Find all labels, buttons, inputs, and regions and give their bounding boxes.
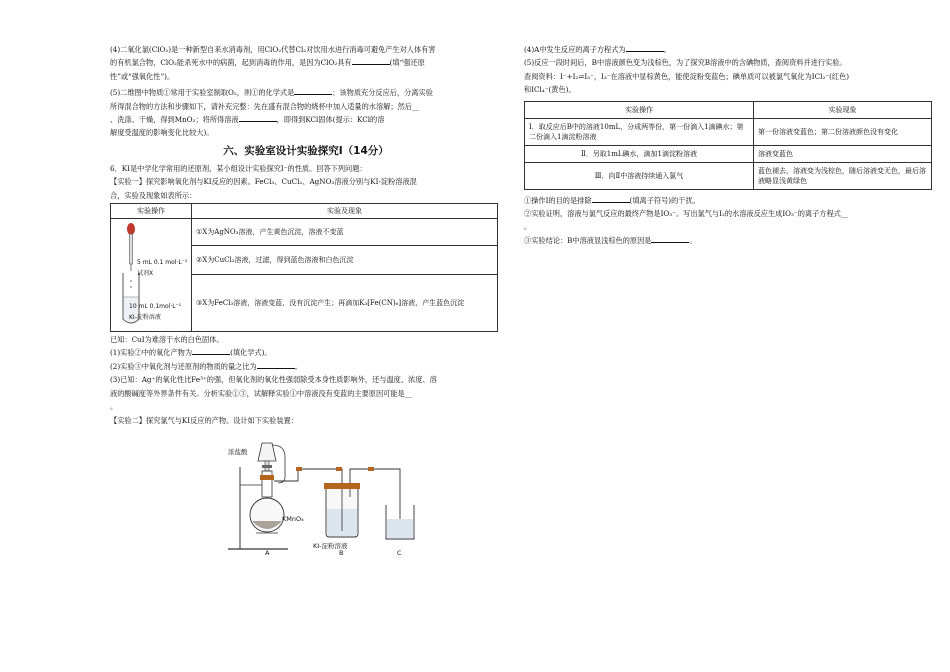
table1-row: ①X为AgNO₃溶液，产生黄色沉淀，溶液不变蓝 xyxy=(192,219,498,246)
table1-header-phen: 实验及现象 xyxy=(192,204,498,219)
q4-line2: 的有机氯合物，ClO₂能杀死水中的病菌，起到消毒的作用，是因为ClO₂具有 (填“强还原 xyxy=(110,58,425,68)
q3-line2: 液的酸碱度等外界条件有关。分析实验①③，试解释实验①中溶液没有变蓝的主要原因可能是__ xyxy=(110,388,412,398)
apparatus-figure xyxy=(110,427,502,557)
answer-blank[interactable] xyxy=(294,86,332,95)
q3-line3: 。 xyxy=(110,402,118,412)
s3: ③实验结论：B中溶液显浅棕色的原因是 。 xyxy=(524,235,697,245)
table2-op: Ⅱ．另取1mL碘水，滴加1滴淀粉溶液 xyxy=(525,145,754,162)
answer-blank[interactable] xyxy=(239,113,277,122)
experiment-table-1 xyxy=(110,203,498,332)
answer-blank[interactable] xyxy=(352,56,390,65)
answer-blank[interactable] xyxy=(192,346,230,355)
q4-ionic-equation: (4)A中发生反应的离子方程式为 。 xyxy=(524,45,671,54)
answer-blank[interactable] xyxy=(626,43,664,52)
table2-header-phen: 实验现象 xyxy=(754,101,932,118)
table1-row: ③X为FeCl₃溶液，溶液变蓝，没有沉淀产生；再滴加K₃[Fe(CN)₆]溶液，产生蓝色沉淀 xyxy=(192,274,498,332)
exp2-intro: 【实验二】探究氯气与KI反应的产物。设计如下实验装置： xyxy=(110,415,298,425)
q3-line1: (3)已知：Ag⁺的氧化性比Fe³⁺的强，但氧化剂的氧化性强弱除受本身性质影响外，还与温度、浓度、溶 xyxy=(110,375,437,385)
test-tube-figure xyxy=(111,219,192,332)
table2-phen: 蓝色褪去，溶液变为浅棕色，随后溶液变无色，最后溶液略显浅黄绿色 xyxy=(754,162,932,189)
section-title: 六、实验室设计实验探究Ⅰ（14分） xyxy=(223,144,389,157)
exp1-line2: 合，实验及现象如表所示： xyxy=(110,190,197,200)
apparatus-diagram-icon xyxy=(110,427,502,557)
label-c: C xyxy=(397,548,402,557)
answer-blank[interactable] xyxy=(651,234,689,243)
kmno4-label: KMnO₄ xyxy=(282,514,304,523)
q5-line4: 解度受温度的影响变化比较大)。 xyxy=(110,128,214,138)
hcl-label: 浓盐酸 xyxy=(228,447,248,456)
table2-phen: 溶液变蓝色 xyxy=(754,145,932,162)
left-column xyxy=(110,0,502,557)
s2-line2: 。 xyxy=(524,222,532,232)
reagent-volume-label: 5 mL 0.1 mol·L⁻¹ xyxy=(137,259,188,267)
q1: (1)实验②中的氧化产物为 (填化学式)。 xyxy=(110,348,272,358)
table2-op: Ⅲ．向Ⅱ中溶液持续通入氯气 xyxy=(525,162,754,189)
table1-row: ②X为CuCl₂溶液，过滤，得到蓝色溶液和白色沉淀 xyxy=(192,245,498,274)
q5-line2: 查阅资料：I⁻+I₂⇌I₃⁻，I₃⁻在溶液中显棕黄色，能使淀粉变蓝色；碘单质可以被氯气氧化为ICl₂⁻(红色) xyxy=(524,71,850,81)
ki-starch-solution-label: KI-淀粉溶液 xyxy=(313,541,348,550)
q5-line2: 所得混合物的方法和步骤如下，请补充完整：先在盛有混合物的烧杯中加入适量的水溶解；然后__ xyxy=(110,101,420,111)
ki-starch-label: KI-淀粉溶液 xyxy=(129,314,161,322)
label-b: B xyxy=(339,548,344,557)
label-a: A xyxy=(265,548,270,557)
s1: ①操作Ⅰ的目的是排除 (填离子符号)的干扰。 xyxy=(524,195,700,205)
known-note: 已知：CuI为难溶于水的白色固体。 xyxy=(110,335,224,345)
q4-line1: (4)二氧化氯(ClO₂)是一种新型自来水消毒剂，用ClO₂代替Cl₂对饮用水进行消毒可避免产生对人体有害 xyxy=(110,45,436,54)
exp1-line1: 【实验一】探究影响氧化剂与KI反应的因素。FeCl₃、CuCl₂、AgNO₃溶液分别与KI-淀粉溶液混 xyxy=(110,177,417,187)
q4-line3: 性”或“强氧化性”)。 xyxy=(110,71,175,81)
experiment-table-2 xyxy=(524,101,932,190)
table2-header-op: 实验操作 xyxy=(525,101,754,118)
ki-volume-label: 10 mL 0.1mol·L⁻¹ xyxy=(129,303,182,311)
q6-intro: 6．KI是中学化学常用的还原剂，某小组设计实验探究I⁻的性质。回答下列问题： xyxy=(110,163,367,173)
s2-line1: ②实验证明，溶液与氯气反应的最终产物是IO₃⁻。写出氯气与I₂的水溶液反应生成IO₃⁻的离子方程式__ xyxy=(524,209,849,219)
answer-blank[interactable] xyxy=(257,360,295,369)
table2-op: Ⅰ．取反应后B中的溶液10mL，分成两等份，第一份滴入1滴碘水；第二份滴入1滴淀粉溶液 xyxy=(525,118,754,145)
reagent-x-label: 试剂X xyxy=(137,270,154,278)
q2: (2)实验③中氧化剂与还原剂的物质的量之比为 。 xyxy=(110,361,302,371)
right-column xyxy=(524,0,940,247)
table2-phen: 第一份溶液变蓝色；第二份溶液颜色没有变化 xyxy=(754,118,932,145)
q5-line1: (5)二维图中物质①常用于实验室制取O₂，则①的化学式是 ；该物质充分反应后，分离实验 xyxy=(110,88,433,98)
q5-line3: 和ICl₄⁻(黄色)。 xyxy=(524,85,576,95)
answer-blank[interactable] xyxy=(592,194,630,203)
q5-line3: 、洗涤、干燥，得到MnO₂；将所得溶液 ，即得到KCl固体(提示：KCl的溶 xyxy=(110,115,385,125)
table1-header-op: 实验操作 xyxy=(111,204,192,219)
q5-line1: (5)反应一段时间后，B中溶液颜色变为浅棕色，为了探究B溶液中的含碘物质，查阅资料并进行实验。 xyxy=(524,58,847,68)
